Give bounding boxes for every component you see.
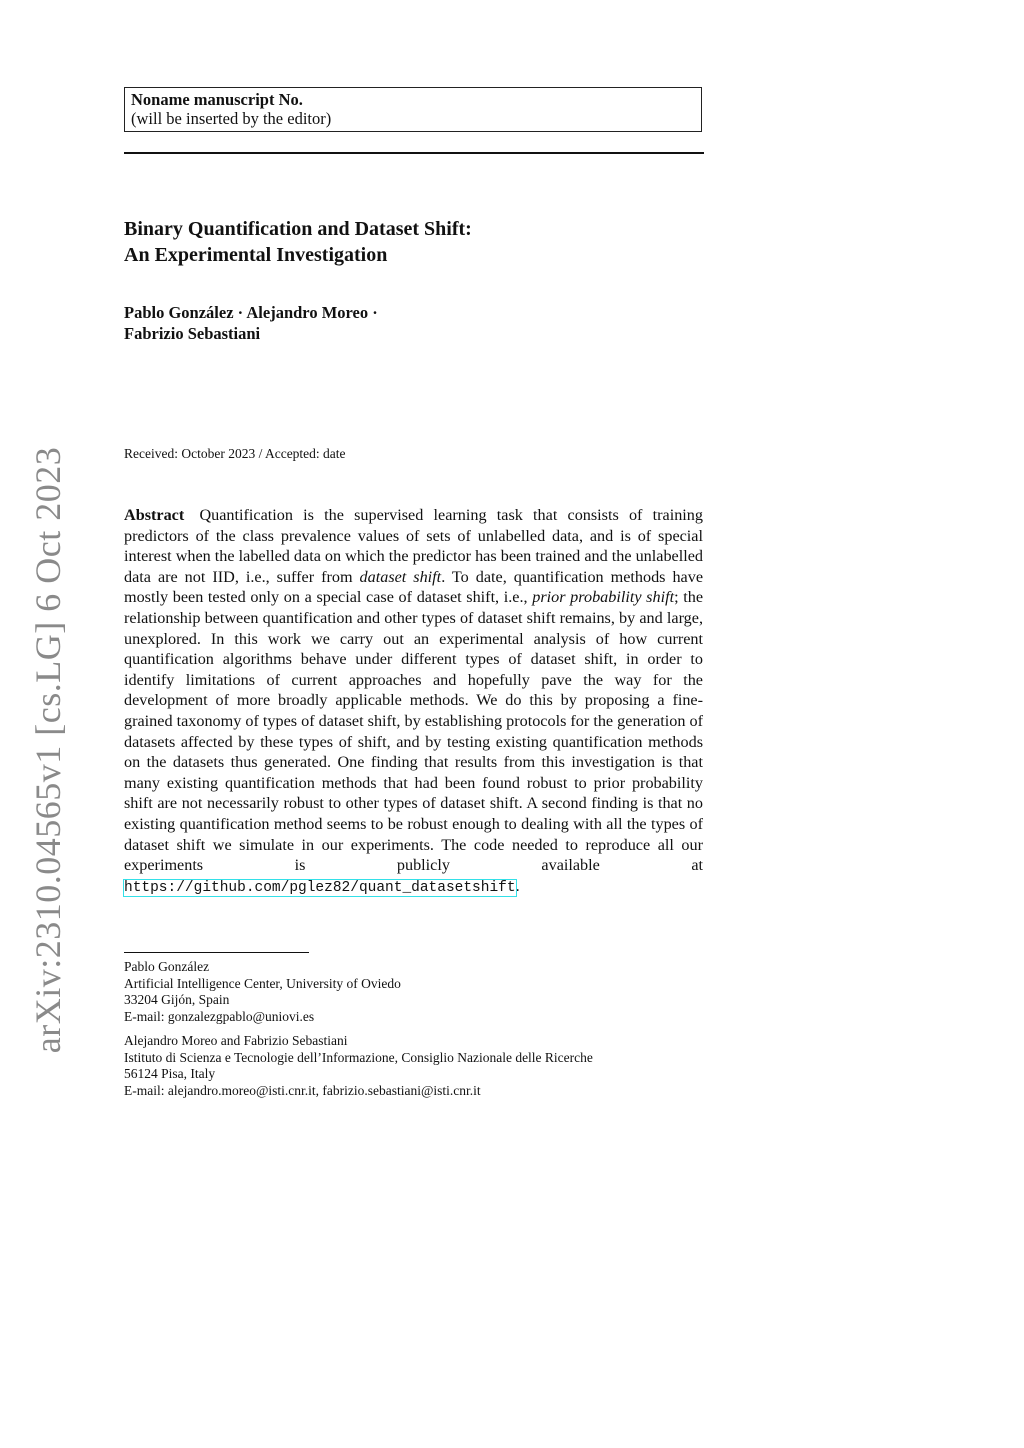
- paper-title: [124, 216, 704, 268]
- editor-box-line1: Noname manuscript No.: [131, 90, 303, 109]
- affiliation-1: [124, 959, 724, 1025]
- title-line1: Binary Quantification and Dataset Shift:: [124, 218, 472, 240]
- abstract-end: .: [515, 876, 520, 895]
- received-date: Received: October 2023 / Accepted: date: [124, 446, 346, 461]
- affiliation-2: [124, 1033, 724, 1099]
- abstract: [124, 505, 703, 898]
- abstract-text-1: Quantification is the supervised learning task that consists of training predictors of the class prevalence values of sets of unlabelled data, and is of special interest when the labelled data on which the predictor has been trained and the unlabelled data are not IID, i.e., suffer from: [124, 506, 703, 586]
- abstract-text-2: . To date, quantification methods have mostly been tested only on a special case of dataset shift, i.e.,: [124, 567, 704, 607]
- authors-line1: Pablo González · Alejandro Moreo ·: [124, 303, 378, 322]
- authors-line2: Fabrizio Sebastiani: [124, 324, 261, 343]
- title-line2: An Experimental Investigation: [124, 244, 388, 266]
- editor-box-line2: (will be inserted by the editor): [131, 109, 332, 128]
- affiliation-1-name: Pablo González: [124, 959, 210, 974]
- affiliation-1-address: 33204 Gijón, Spain: [124, 992, 230, 1007]
- affiliation-2-address: 56124 Pisa, Italy: [124, 1066, 216, 1081]
- affiliation-1-email: E-mail: gonzalezgpablo@uniovi.es: [124, 1008, 315, 1024]
- abstract-emph-dataset-shift: dataset shift: [359, 567, 442, 586]
- affiliation-2-institution: Istituto di Scienza e Tecnologie dell’Informazione, Consiglio Nazionale delle Ricerche: [124, 1049, 593, 1065]
- affiliation-2-name: Alejandro Moreo and Fabrizio Sebastiani: [124, 1033, 348, 1048]
- abstract-emph-prior-probability-shift: prior probability shift: [532, 588, 675, 607]
- author-list: [124, 302, 704, 344]
- footnote-rule: [124, 952, 309, 953]
- affiliation-1-institution: Artificial Intelligence Center, University of Oviedo: [124, 975, 401, 991]
- github-link[interactable]: https://github.com/pglez82/quant_datasetshift: [124, 879, 516, 896]
- arxiv-stamp-text: arXiv:2310.04565v1 [cs.LG] 6 Oct 2023: [28, 446, 68, 1054]
- affiliation-2-email: E-mail: alejandro.moreo@isti.cnr.it, fabrizio.sebastiani@isti.cnr.it: [124, 1082, 481, 1098]
- abstract-text-3: ; the relationship between quantification and other types of dataset shift remains, by and large, unexplored. In this work we carry out an experimental analysis of how current quantification algorithms behave under different types of dataset shift, in order to identify limitations of current approaches and hopefully pave the way for the development of more broadly applicable methods. We do this by proposing a fine-grained taxonomy of types of dataset shift, by establishing protocols for the generation of datasets affected by these types of shift, and by testing existing quantification methods on the datasets thus generated. One finding that results from this investigation is that many existing quantification methods that had been found robust to prior probability shift are not necessarily robust to other types of dataset shift. A second finding is that no existing quantification method seems to be robust enough to dealing with all the types of dataset shift we simulate in our experiments. The code needed to reproduce all our experiments is publicly available at: [124, 588, 704, 875]
- editor-box: [124, 87, 702, 132]
- header-rule: [124, 152, 704, 154]
- abstract-heading: Abstract: [124, 506, 185, 524]
